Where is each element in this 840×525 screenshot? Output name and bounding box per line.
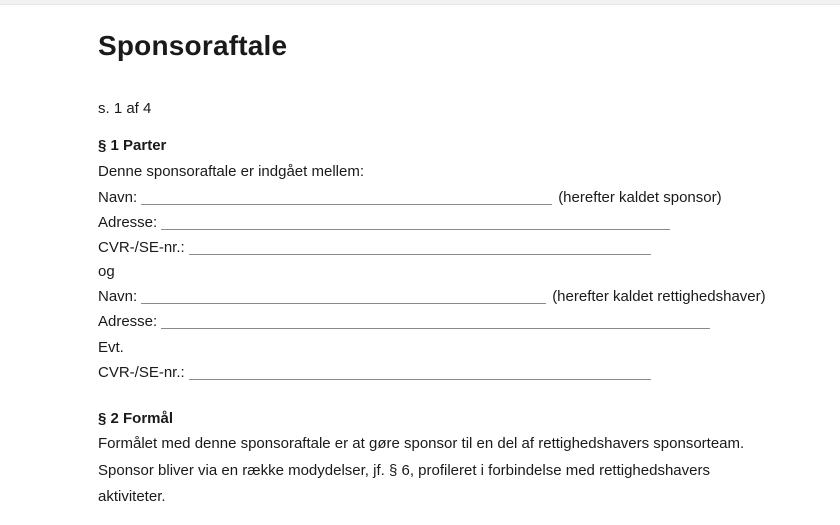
field-row-adresse-sponsor bbox=[98, 215, 670, 231]
field-suffix: (herefter kaldet rettighedshaver) bbox=[552, 288, 766, 305]
field-label: Navn: bbox=[98, 288, 138, 305]
blank-line-navn-sponsor[interactable] bbox=[141, 204, 552, 205]
paragraph-line: aktiviteter. bbox=[98, 488, 166, 505]
field-suffix: (herefter kaldet sponsor) bbox=[558, 189, 722, 206]
blank-line-navn-rettighedshaver[interactable] bbox=[141, 303, 546, 304]
field-row-navn-rettighedshaver bbox=[98, 289, 766, 305]
field-row-cvr-rettighedshaver bbox=[98, 365, 651, 381]
blank-line-adresse-rettighedshaver[interactable] bbox=[161, 328, 710, 329]
field-row-navn-sponsor bbox=[98, 190, 722, 206]
evt-label: Evt. bbox=[98, 339, 124, 356]
page-title: Sponsoraftale bbox=[98, 30, 288, 61]
section-2-heading: § 2 Formål bbox=[98, 410, 174, 427]
paragraph-line: Formålet med denne sponsoraftale er at gøre sponsor til en del af rettighedshavers sponsorteam. bbox=[98, 435, 745, 452]
page-top-edge bbox=[0, 0, 840, 5]
page-indicator: s. 1 af 4 bbox=[98, 100, 152, 117]
paragraph-line: Sponsor bliver via en række modydelser, jf. § 6, profileret i forbindelse med rettighedshavers bbox=[98, 462, 710, 479]
blank-line-adresse-sponsor[interactable] bbox=[161, 229, 670, 230]
section-1-intro: Denne sponsoraftale er indgået mellem: bbox=[98, 163, 364, 180]
field-label: CVR-/SE-nr.: bbox=[98, 239, 185, 256]
section-1-heading: § 1 Parter bbox=[98, 137, 167, 154]
field-label: CVR-/SE-nr.: bbox=[98, 364, 185, 381]
field-label: Adresse: bbox=[98, 313, 158, 330]
field-label: Adresse: bbox=[98, 214, 158, 231]
field-label: Navn: bbox=[98, 189, 138, 206]
field-row-adresse-rettighedshaver bbox=[98, 314, 710, 330]
blank-line-cvr-sponsor[interactable] bbox=[189, 254, 651, 255]
connector-text: og bbox=[98, 263, 115, 280]
blank-line-cvr-rettighedshaver[interactable] bbox=[189, 379, 651, 380]
field-row-cvr-sponsor bbox=[98, 240, 651, 256]
